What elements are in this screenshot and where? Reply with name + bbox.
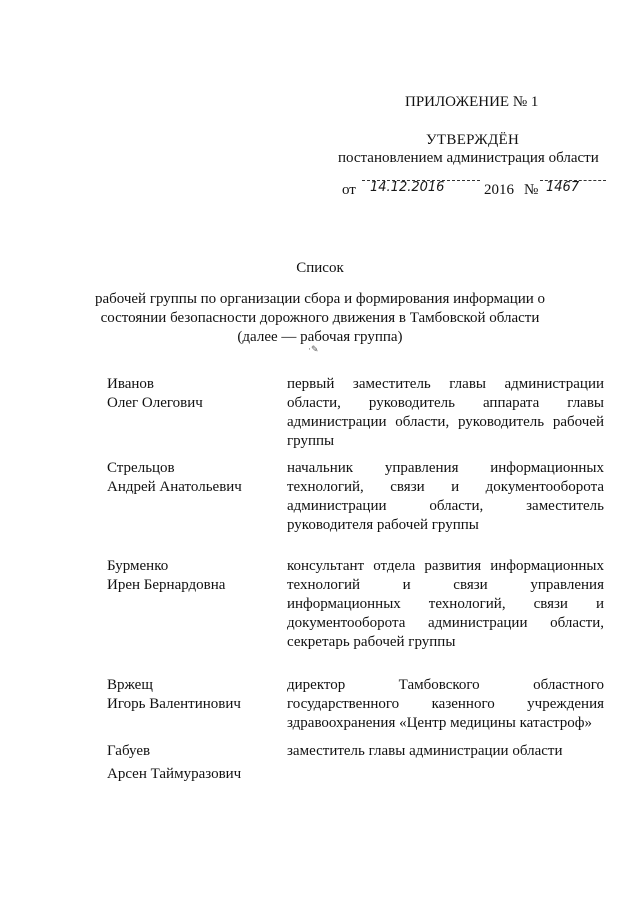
member-surname: Габуев bbox=[107, 743, 151, 759]
scan-mark: ·✎ bbox=[308, 344, 319, 354]
member-role: директор Тамбовского областного государственного казенного учреждения здравоохранения «Центр медицины катастроф» bbox=[287, 677, 604, 731]
resolution-date-line bbox=[342, 180, 610, 204]
member-name bbox=[107, 676, 277, 714]
approved-stamp-text: УТВЕРЖДЁН bbox=[426, 132, 520, 148]
member-surname: Стрельцов bbox=[107, 460, 175, 476]
member-given-name: Арсен Таймуразович bbox=[107, 766, 242, 782]
member-name bbox=[107, 557, 277, 595]
member-surname: Иванов bbox=[107, 376, 154, 392]
member-role: консультант отдела развития информационных технологий и связи управления информационных технологий, связи и документооборота администрации области, секретарь рабочей группы bbox=[287, 558, 604, 650]
member-name bbox=[107, 742, 277, 784]
year-text: 2016 bbox=[484, 182, 514, 198]
member-surname: Бурменко bbox=[107, 558, 169, 574]
member-given-name: Игорь Валентинович bbox=[107, 696, 241, 712]
member-given-name: Андрей Анатольевич bbox=[107, 479, 242, 495]
member-given-name: Ирен Бернардовна bbox=[107, 577, 226, 593]
appendix-number: ПРИЛОЖЕНИЕ № 1 bbox=[405, 94, 539, 110]
resolution-text: постановлением администрация области bbox=[338, 150, 599, 166]
member-given-name: Олег Олегович bbox=[107, 395, 203, 411]
member-surname: Вржещ bbox=[107, 677, 153, 693]
handwritten-date: 14.12.2016 bbox=[370, 180, 445, 195]
handwritten-number: 1467 bbox=[546, 180, 580, 195]
member-role: начальник управления информационных технологий, связи и документооборота администрации области, заместитель руководителя рабочей группы bbox=[287, 460, 604, 533]
date-prefix: от bbox=[342, 182, 356, 198]
list-title: Список bbox=[296, 260, 344, 276]
number-sign: № bbox=[524, 182, 539, 198]
member-name bbox=[107, 375, 277, 413]
member-name bbox=[107, 459, 277, 497]
list-subtitle: рабочей группы по организации сбора и формирования информации о состоянии безопасности дорожного движения в Тамбовской области (далее — рабочая группа) bbox=[94, 291, 546, 345]
member-role: заместитель главы администрации области bbox=[287, 743, 563, 759]
member-role: первый заместитель главы администрации области, руководитель аппарата главы администрации области, руководитель рабочей группы bbox=[287, 376, 604, 449]
